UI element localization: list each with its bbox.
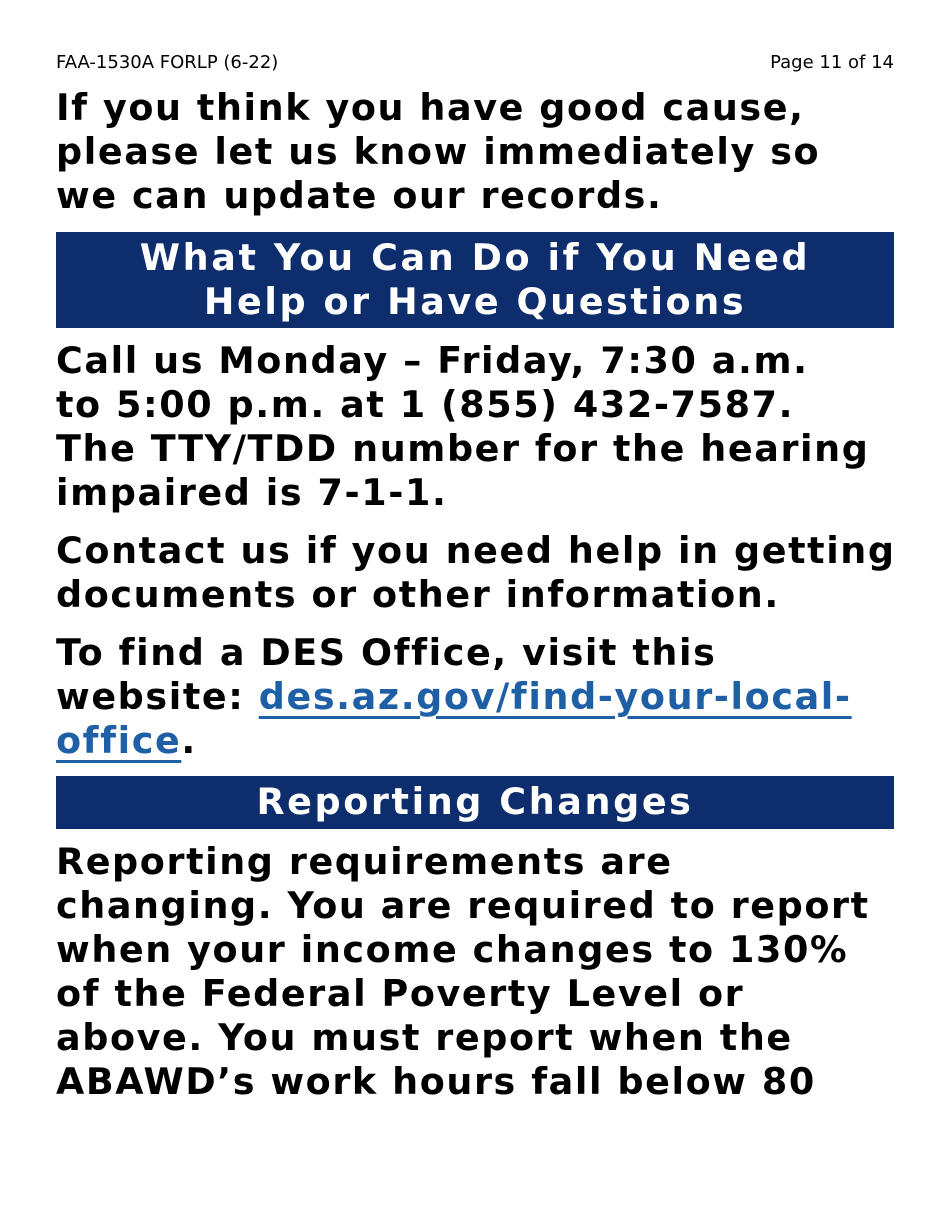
paragraph-line: ABAWD’s work hours fall below 80 [56,1060,816,1103]
paragraph-line: To find a DES Office, visit this [56,631,717,674]
heading-line: What You Can Do if You Need [139,236,811,279]
paragraph-line [56,675,894,719]
form-id: FAA-1530A FORLP (6-22) [56,52,279,73]
reporting-paragraph [56,840,894,1104]
paragraph-line: we can update our records. [56,174,663,217]
paragraph-line: of the Federal Poverty Level or [56,972,745,1015]
paragraph-line: documents or other information. [56,573,780,616]
paragraph-line: Call us Monday – Friday, 7:30 a.m. [56,339,809,382]
paragraph-line: Reporting requirements are [56,840,673,883]
des-office-paragraph [56,631,894,763]
paragraph-line: changing. You are required to report [56,884,870,927]
paragraph-line: The TTY/TDD number for the hearing [56,427,870,470]
page-number: Page 11 of 14 [770,52,894,73]
contact-paragraph [56,529,894,617]
paragraph-line: when your income changes to 130% [56,928,849,971]
paragraph-line: Contact us if you need help in getting [56,529,896,572]
good-cause-paragraph [56,86,894,218]
heading-line: Help or Have Questions [203,280,747,323]
reporting-changes-heading [56,776,894,829]
page-header [56,52,894,76]
des-office-link-continued[interactable]: office [56,719,182,762]
paragraph-line: above. You must report when the [56,1016,793,1059]
help-section-heading [56,232,894,328]
call-us-paragraph [56,339,894,515]
paragraph-line: to 5:00 p.m. at 1 (855) 432-7587. [56,383,795,426]
paragraph-line: If you think you have good cause, [56,86,805,129]
paragraph-line [56,719,894,763]
des-office-link[interactable]: des.az.gov/find-your-local- [258,675,852,718]
paragraph-line: please let us know immediately so [56,130,821,173]
paragraph-line: impaired is 7-1-1. [56,471,448,514]
website-label: website: [56,675,259,718]
heading-line: Reporting Changes [256,780,694,823]
sentence-period: . [181,719,197,762]
